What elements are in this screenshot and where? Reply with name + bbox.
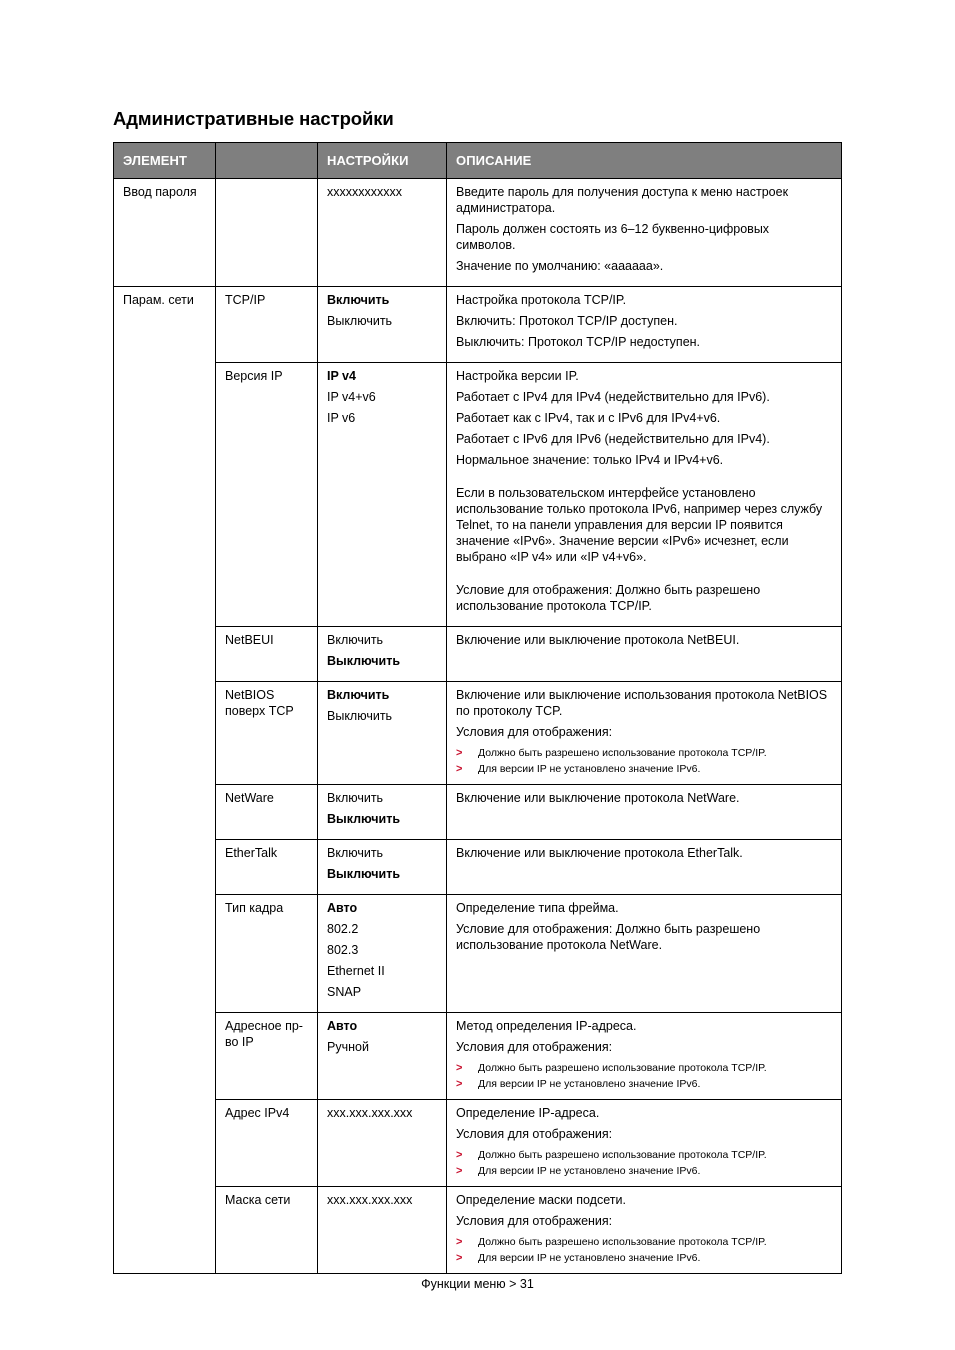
- description-text: Условия для отображения:: [456, 1127, 613, 1141]
- table-row: [114, 1013, 842, 1100]
- setting-option: xxxxxxxxxxxx: [327, 185, 402, 199]
- condition-item: [456, 1147, 832, 1163]
- chevron-right-icon: >: [456, 1236, 463, 1248]
- setting-option-default: Авто: [327, 1019, 358, 1033]
- cell-subitem: Тип кадра: [216, 895, 318, 1013]
- description-text: Пароль должен состоять из 6–12 буквенно-цифровых символов.: [456, 222, 770, 252]
- condition-list: [456, 1060, 832, 1092]
- cell-subitem: Версия IP: [216, 363, 318, 627]
- condition-text: Для версии IP не установлено значение IPv6.: [478, 1078, 701, 1090]
- cell-settings: [318, 287, 447, 363]
- cell-subitem: TCP/IP: [216, 287, 318, 363]
- cell-description: [447, 627, 842, 682]
- condition-list: [456, 745, 832, 777]
- description-text: Условие для отображения: Должно быть разрешено использование протокола NetWare.: [456, 922, 761, 952]
- description-text: Определение типа фрейма.: [456, 901, 619, 915]
- condition-list: [456, 1234, 832, 1266]
- chevron-right-icon: >: [456, 1078, 463, 1090]
- setting-option: IP v6: [327, 411, 356, 425]
- table-header-row: [114, 143, 842, 179]
- cell-subitem: Адресное пр-во IP: [216, 1013, 318, 1100]
- description-text: Значение по умолчанию: «aaaaaa».: [456, 259, 664, 273]
- cell-description: [447, 895, 842, 1013]
- cell-settings: [318, 785, 447, 840]
- cell-item: Ввод пароля: [114, 179, 216, 287]
- condition-item: [456, 1250, 832, 1266]
- description-text: Включение или выключение использования протокола NetBIOS по протоколу TCP.: [456, 688, 828, 718]
- page-footer: Функции меню > 31: [421, 1277, 534, 1291]
- cell-subitem: NetBIOS поверх TCP: [216, 682, 318, 785]
- chevron-right-icon: >: [456, 763, 463, 775]
- setting-option: Включить: [327, 633, 384, 647]
- cell-settings: [318, 363, 447, 627]
- setting-option: Включить: [327, 791, 384, 805]
- setting-option: Выключить: [327, 709, 393, 723]
- table-row: [114, 895, 842, 1013]
- table-row: [114, 627, 842, 682]
- setting-option: SNAP: [327, 985, 362, 999]
- description-text: Работает с IPv4 для IPv4 (недействительно для IPv6).: [456, 390, 770, 404]
- cell-description: [447, 287, 842, 363]
- condition-list: [456, 1147, 832, 1179]
- setting-option-default: Выключить: [327, 867, 400, 881]
- description-text: Работает с IPv6 для IPv6 (недействительно для IPv4).: [456, 432, 770, 446]
- condition-text: Для версии IP не установлено значение IPv6.: [478, 763, 701, 775]
- header-subitem: [216, 143, 318, 179]
- setting-option: 802.3: [327, 943, 359, 957]
- setting-option-default: Включить: [327, 293, 390, 307]
- condition-item: [456, 1060, 832, 1076]
- description-text: Введите пароль для получения доступа к меню настроек администратора.: [456, 185, 789, 215]
- table-row: [114, 840, 842, 895]
- table-row: [114, 682, 842, 785]
- cell-item: Парам. сети: [114, 287, 216, 1274]
- cell-description: [447, 1187, 842, 1274]
- cell-description: [447, 1013, 842, 1100]
- cell-subitem: Адрес IPv4: [216, 1100, 318, 1187]
- condition-item: [456, 1234, 832, 1250]
- condition-text: Должно быть разрешено использование протокола TCP/IP.: [478, 1149, 767, 1161]
- description-text: Условия для отображения:: [456, 1214, 613, 1228]
- setting-option-default: Выключить: [327, 812, 400, 826]
- cell-subitem: EtherTalk: [216, 840, 318, 895]
- cell-description: [447, 840, 842, 895]
- description-text: Включение или выключение протокола EtherTalk.: [456, 846, 743, 860]
- condition-item: [456, 1076, 832, 1092]
- admin-settings-table: [113, 142, 842, 1274]
- table-row: [114, 785, 842, 840]
- chevron-right-icon: >: [456, 1252, 463, 1264]
- header-item: ЭЛЕМЕНТ: [114, 143, 216, 179]
- cell-settings: [318, 1187, 447, 1274]
- condition-item: [456, 745, 832, 761]
- paragraph-gap: [456, 570, 832, 582]
- cell-subitem: NetWare: [216, 785, 318, 840]
- setting-option: Выключить: [327, 314, 393, 328]
- condition-item: [456, 761, 832, 777]
- description-text: Включить: Протокол TCP/IP доступен.: [456, 314, 678, 328]
- description-text: Настройка протокола TCP/IP.: [456, 293, 627, 307]
- cell-settings: [318, 1100, 447, 1187]
- condition-text: Должно быть разрешено использование протокола TCP/IP.: [478, 747, 767, 759]
- cell-settings: [318, 840, 447, 895]
- chevron-right-icon: >: [456, 1149, 463, 1161]
- setting-option: Включить: [327, 846, 384, 860]
- setting-option: Ethernet II: [327, 964, 385, 978]
- cell-subitem: [216, 179, 318, 287]
- cell-description: [447, 1100, 842, 1187]
- condition-text: Для версии IP не установлено значение IPv6.: [478, 1252, 701, 1264]
- description-text: Включение или выключение протокола NetBEUI.: [456, 633, 740, 647]
- cell-subitem: NetBEUI: [216, 627, 318, 682]
- setting-option-default: Включить: [327, 688, 390, 702]
- header-settings: НАСТРОЙКИ: [318, 143, 447, 179]
- setting-option: Ручной: [327, 1040, 369, 1054]
- setting-option: IP v4+v6: [327, 390, 376, 404]
- paragraph-gap: [456, 473, 832, 485]
- cell-settings: [318, 179, 447, 287]
- description-text: Выключить: Протокол TCP/IP недоступен.: [456, 335, 701, 349]
- cell-description: [447, 363, 842, 627]
- condition-item: [456, 1163, 832, 1179]
- description-text: Условия для отображения:: [456, 725, 613, 739]
- setting-option: xxx.xxx.xxx.xxx: [327, 1106, 413, 1120]
- setting-option-default: IP v4: [327, 369, 356, 383]
- cell-description: [447, 179, 842, 287]
- condition-text: Должно быть разрешено использование протокола TCP/IP.: [478, 1236, 767, 1248]
- description-text: Работает как с IPv4, так и с IPv6 для IPv4+v6.: [456, 411, 721, 425]
- description-text: Если в пользовательском интерфейсе установлено использование только протокола IPv6, например через службу Telnet, то на панели управления для версии IP появится значение «IPv6». Значение версии «IPv6» исчезнет, если выбрано «IP v4» или «IP v4+v6».: [456, 486, 823, 564]
- table-row: [114, 1187, 842, 1274]
- chevron-right-icon: >: [456, 747, 463, 759]
- table-row: [114, 363, 842, 627]
- description-text: Включение или выключение протокола NetWare.: [456, 791, 740, 805]
- cell-description: [447, 682, 842, 785]
- setting-option-default: Выключить: [327, 654, 400, 668]
- cell-settings: [318, 627, 447, 682]
- table-body: [114, 179, 842, 1274]
- description-text: Настройка версии IP.: [456, 369, 579, 383]
- condition-text: Должно быть разрешено использование протокола TCP/IP.: [478, 1062, 767, 1074]
- description-text: Нормальное значение: только IPv4 и IPv4+v6.: [456, 453, 724, 467]
- page-title: Административные настройки: [113, 108, 394, 129]
- header-description: ОПИСАНИЕ: [447, 143, 842, 179]
- chevron-right-icon: >: [456, 1062, 463, 1074]
- description-text: Условие для отображения: Должно быть разрешено использование протокола TCP/IP.: [456, 583, 761, 613]
- chevron-right-icon: >: [456, 1165, 463, 1177]
- description-text: Метод определения IP-адреса.: [456, 1019, 637, 1033]
- condition-text: Для версии IP не установлено значение IPv6.: [478, 1165, 701, 1177]
- table-row: [114, 287, 842, 363]
- description-text: Условия для отображения:: [456, 1040, 613, 1054]
- setting-option-default: Авто: [327, 901, 358, 915]
- description-text: Определение IP-адреса.: [456, 1106, 600, 1120]
- table-row: [114, 179, 842, 287]
- table-row: [114, 1100, 842, 1187]
- setting-option: 802.2: [327, 922, 359, 936]
- cell-description: [447, 785, 842, 840]
- cell-settings: [318, 1013, 447, 1100]
- setting-option: xxx.xxx.xxx.xxx: [327, 1193, 413, 1207]
- cell-settings: [318, 895, 447, 1013]
- cell-settings: [318, 682, 447, 785]
- cell-subitem: Маска сети: [216, 1187, 318, 1274]
- description-text: Определение маски подсети.: [456, 1193, 626, 1207]
